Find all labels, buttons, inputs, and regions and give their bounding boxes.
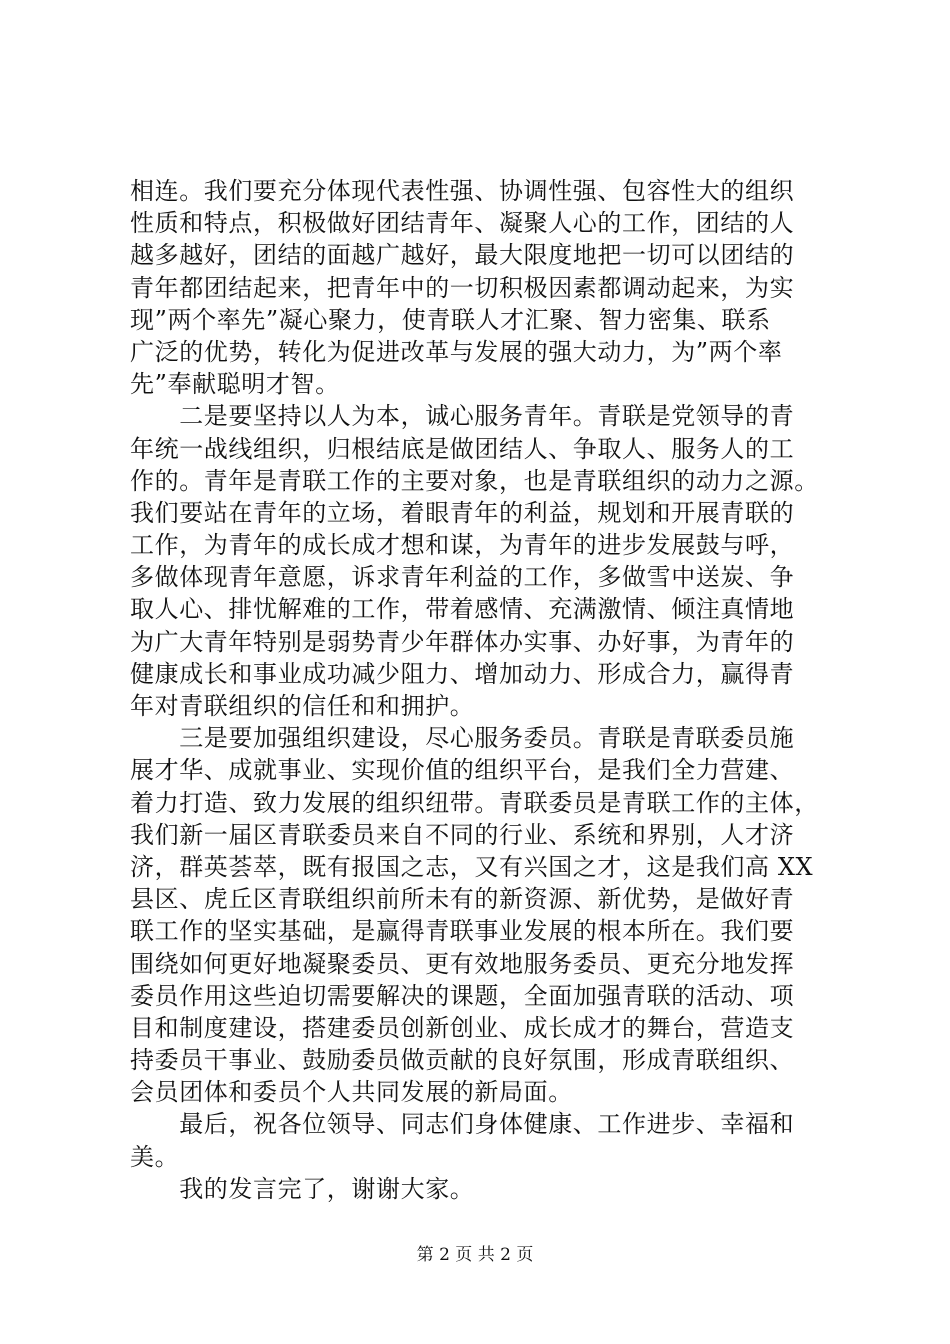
text-line-32: 我的发言完了，谢谢大家。	[130, 1174, 475, 1203]
text-line-25: 围绕如何更好地凝聚委员、更有效地服务委员、更充分地发挥	[130, 949, 795, 978]
text-line-21: 我们新一届区青联委员来自不同的行业、系统和界别，人才济	[130, 820, 795, 849]
text-line-29: 会员团体和委员个人共同发展的新局面。	[130, 1078, 573, 1107]
text-line-5: 现”两个率先”凝心聚力，使青联人才汇聚、智力密集、联系	[130, 305, 771, 334]
text-line-19: 展才华、成就事业、实现价值的组织平台，是我们全力营建、	[130, 756, 795, 785]
text-line-11: 我们要站在青年的立场，着眼青年的利益，规划和开展青联的	[130, 498, 795, 527]
text-line-15: 为广大青年特别是弱势青少年群体办实事、办好事，为青年的	[130, 627, 795, 656]
text-line-28: 持委员干事业、鼓励委员做贡献的良好氛围，形成青联组织、	[130, 1046, 795, 1075]
text-line-23: 县区、虎丘区青联组织前所未有的新资源、新优势，是做好青	[130, 885, 795, 914]
text-line-22: 济，群英荟萃，既有报国之志，又有兴国之才，这是我们高 XX	[130, 852, 814, 881]
page-number: 第 2 页 共 2 页	[416, 1245, 534, 1265]
text-line-20: 着力打造、致力发展的组织纽带。青联委员是青联工作的主体，	[130, 788, 819, 817]
text-line-24: 联工作的坚实基础，是赢得青联事业发展的根本所在。我们要	[130, 917, 795, 946]
text-line-27: 目和制度建设，搭建委员创新创业、成长成才的舞台，营造支	[130, 1013, 795, 1042]
text-line-6: 广泛的优势，转化为促进改革与发展的强大动力，为”两个率	[130, 337, 783, 366]
text-line-12: 工作，为青年的成长成才想和谋，为青年的进步发展鼓与呼，	[130, 531, 795, 560]
text-line-4: 青年都团结起来，把青年中的一切积极因素都调动起来，为实	[130, 273, 795, 302]
text-line-10: 作的。青年是青联工作的主要对象，也是青联组织的动力之源。	[130, 466, 819, 495]
text-line-8: 二是要坚持以人为本，诚心服务青年。青联是党领导的青	[130, 402, 795, 431]
text-line-9: 年统一战线组织，归根结底是做团结人、争取人、服务人的工	[130, 434, 795, 463]
text-line-30: 最后，祝各位领导、同志们身体健康、工作进步、幸福和	[130, 1110, 795, 1139]
text-line-31: 美。	[130, 1142, 180, 1171]
page-footer	[0, 1240, 950, 1265]
text-line-7: 先”奉献聪明才智。	[130, 370, 340, 399]
text-line-16: 健康成长和事业成功减少阻力、增加动力、形成合力，赢得青	[130, 659, 795, 688]
text-line-2: 性质和特点，积极做好团结青年、凝聚人心的工作，团结的人	[130, 209, 795, 238]
text-line-3: 越多越好，团结的面越广越好，最大限度地把一切可以团结的	[130, 241, 795, 270]
text-line-17: 年对青联组织的信任和和拥护。	[130, 692, 475, 720]
text-line-26: 委员作用这些迫切需要解决的课题，全面加强青联的活动、项	[130, 981, 795, 1010]
text-line-1: 相连。我们要充分体现代表性强、协调性强、包容性大的组织	[130, 177, 795, 205]
text-line-14: 取人心、排忧解难的工作，带着感情、充满激情、倾注真情地	[130, 595, 795, 624]
body-text	[130, 175, 830, 1205]
text-line-13: 多做体现青年意愿，诉求青年利益的工作，多做雪中送炭、争	[130, 563, 795, 592]
text-line-18: 三是要加强组织建设，尽心服务委员。青联是青联委员施	[130, 724, 795, 753]
